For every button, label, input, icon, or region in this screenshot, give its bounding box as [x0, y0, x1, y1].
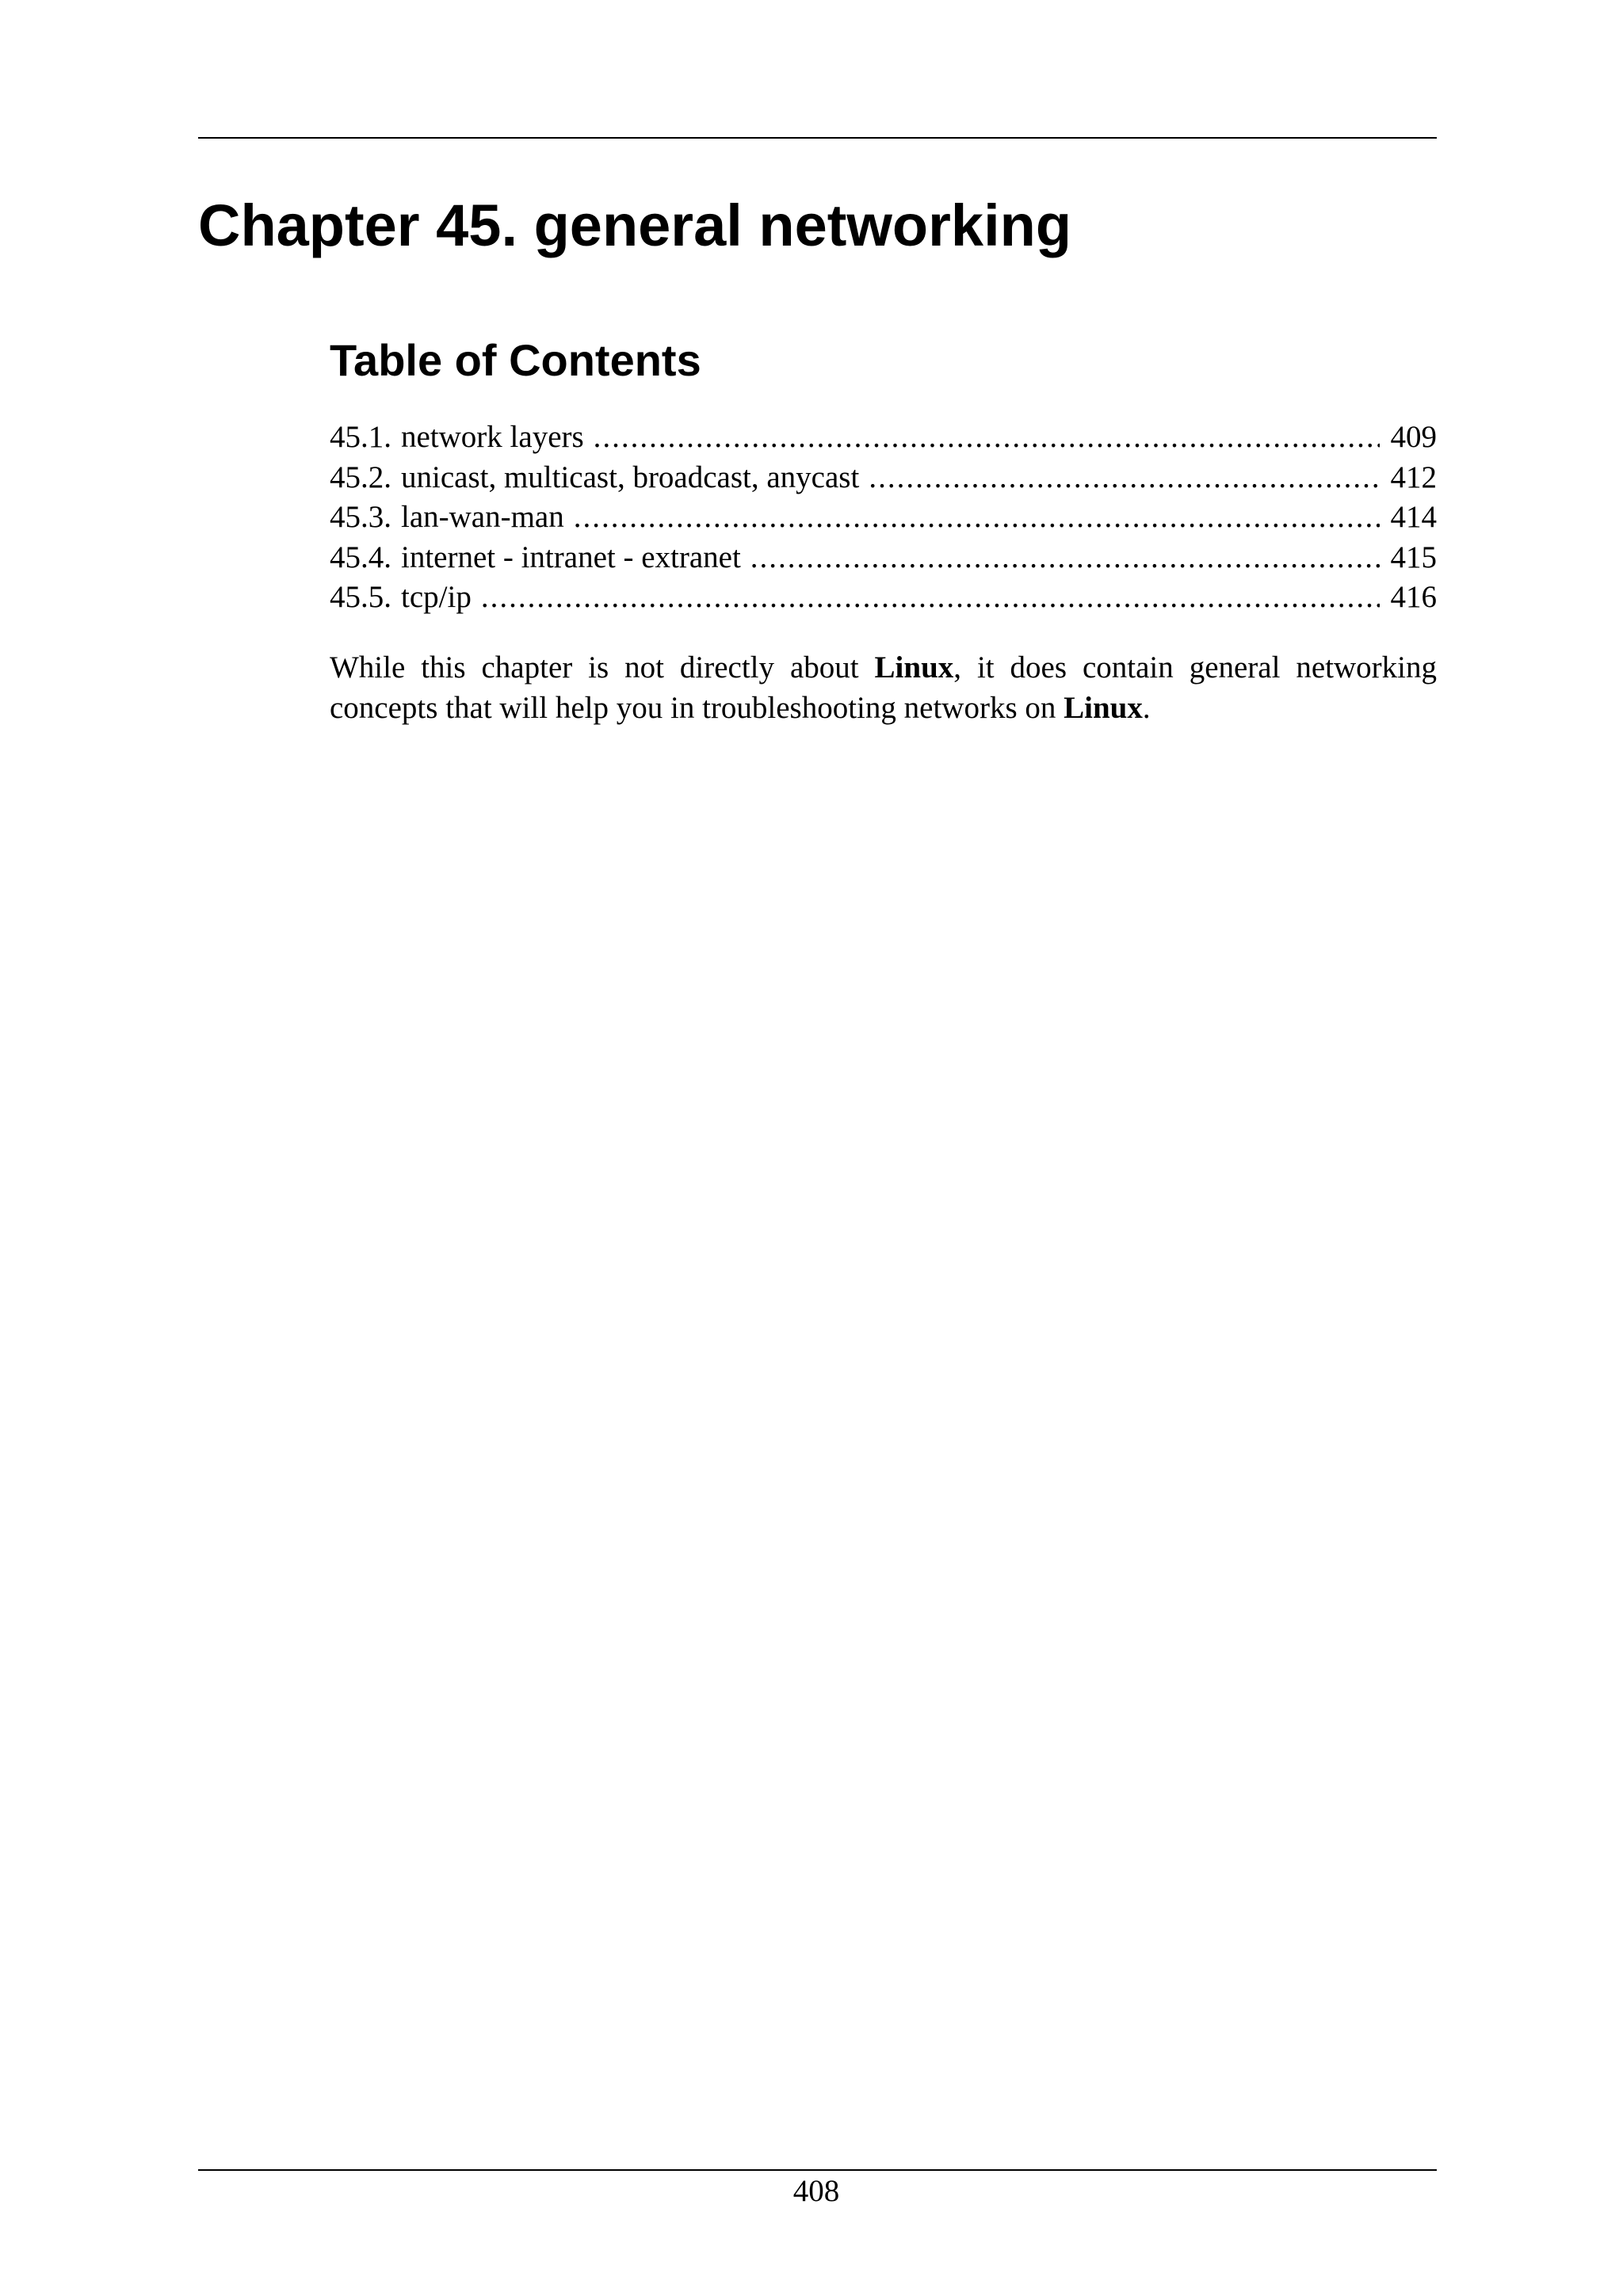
header-rule	[198, 137, 1437, 139]
table-of-contents	[330, 418, 1437, 618]
toc-entry-page[interactable]: 414	[1390, 500, 1437, 534]
toc-entry-tcp-ip[interactable]	[330, 578, 1437, 618]
toc-dot-leader	[481, 578, 1380, 617]
toc-entry-lan-wan-man[interactable]	[330, 498, 1437, 538]
toc-dot-leader	[750, 538, 1380, 578]
toc-entry-number: 45.5.	[330, 580, 391, 614]
toc-entry-number: 45.3.	[330, 500, 391, 534]
intro-paragraph	[330, 647, 1437, 728]
toc-entry-number: 45.1.	[330, 420, 391, 454]
toc-dot-leader	[574, 498, 1380, 537]
toc-entry-number: 45.4.	[330, 540, 391, 574]
toc-entry-title[interactable]: internet - intranet - extranet	[401, 540, 741, 574]
footer-rule	[198, 2169, 1437, 2171]
page-number: 408	[792, 2174, 840, 2208]
intro-text: , it does contain general networking concepts that will help you in troubleshooting networks on	[330, 650, 1438, 725]
chapter-title: Chapter 45. general networking	[198, 193, 1072, 258]
toc-entry-network-layers[interactable]	[330, 418, 1437, 458]
toc-dot-leader	[594, 418, 1380, 457]
toc-entry-page[interactable]: 412	[1390, 460, 1437, 494]
toc-entry-internet-intranet-extranet[interactable]	[330, 538, 1437, 578]
intro-text: While this chapter is not directly about	[330, 650, 875, 685]
toc-entry-number: 45.2.	[330, 460, 391, 494]
intro-text: .	[1142, 691, 1151, 725]
intro-linux-bold: Linux	[1064, 691, 1143, 725]
toc-entry-unicast-multicast-broadcast-anycast[interactable]	[330, 458, 1437, 498]
toc-entry-title[interactable]: network layers	[401, 420, 584, 454]
intro-linux-bold: Linux	[874, 650, 954, 685]
toc-dot-leader	[869, 458, 1379, 498]
toc-heading: Table of Contents	[330, 335, 701, 385]
toc-entry-page[interactable]: 409	[1390, 420, 1437, 454]
toc-entry-page[interactable]: 416	[1390, 580, 1437, 614]
toc-entry-title[interactable]: tcp/ip	[401, 580, 472, 614]
toc-entry-title[interactable]: lan-wan-man	[401, 500, 564, 534]
toc-entry-title[interactable]: unicast, multicast, broadcast, anycast	[401, 460, 860, 494]
toc-entry-page[interactable]: 415	[1390, 540, 1437, 574]
